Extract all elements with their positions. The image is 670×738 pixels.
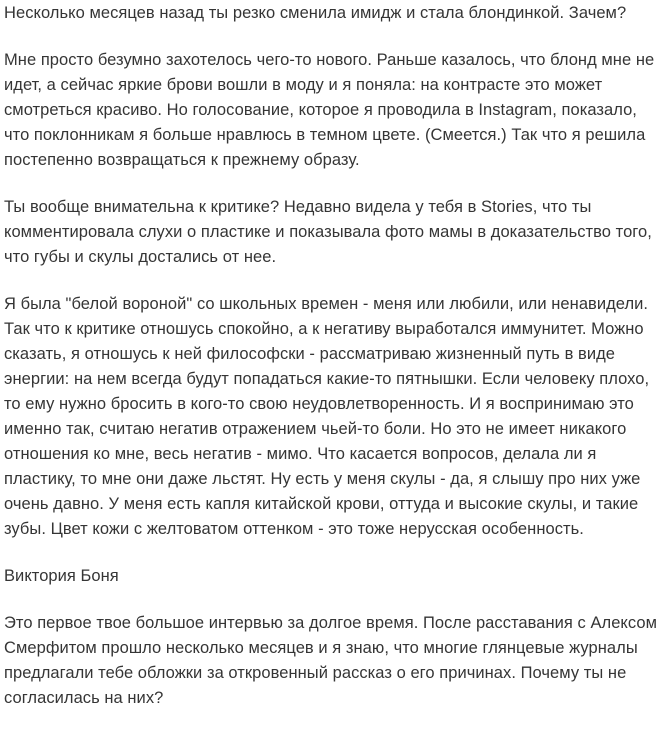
interview-question-2: Ты вообще внимательна к критике? Недавно видела у тебя в Stories, что ты комментировала слухи о пластике и показывала фото мамы в доказательство того, что губы и скулы достались от нее. <box>4 198 652 266</box>
interview-question-1: Несколько месяцев назад ты резко сменила имидж и стала блондинкой. Зачем? <box>4 4 627 22</box>
interview-answer-1: Мне просто безумно захотелось чего-то нового. Раньше казалось, что блонд мне не идет, а сейчас яркие брови вошли в моду и я поняла: на контрасте это может смотреться красиво. Но голосование, которое я проводила в Instagram, показало, что поклонникам я больше нравлюсь в темном цвете. (Смеется.) Так что я решила постепенно возвращаться к прежнему образу. <box>4 51 655 169</box>
interview-question-3: Это первое твое большое интервью за долгое время. После расставания с Алексом Смерфитом прошло несколько месяцев и я знаю, что многие глянцевые журналы предлагали тебе обложки за откровенный рассказ о его причинах. Почему ты не согласилась на них? <box>4 614 657 707</box>
interview-answer-2: Я была "белой вороной" со школьных времен - меня или любили, или ненавидели. Так что к критике отношусь спокойно, а к негативу выработался иммунитет. Можно сказать, я отношусь к ней философски - рассматриваю жизненный путь в виде энергии: на нем всегда будут попадаться какие-то пятнышки. Если человеку плохо, то ему нужно бросить в кого-то свою неудовлетворенность. И я воспринимаю это именно так, считаю негатив отражением чьей-то боли. Но это не имеет никакого отношения ко мне, весь негатив - мимо. Что касается вопросов, делала ли я пластику, то мне они даже льстят. Ну есть у меня скулы - да, я слышу про них уже очень давно. У меня есть капля китайской крови, оттуда и высокие скулы, и такие зубы. Цвет кожи с желтоватом оттенком - это тоже нерусская особенность. <box>4 295 650 538</box>
photo-caption: Виктория Боня <box>4 567 119 585</box>
